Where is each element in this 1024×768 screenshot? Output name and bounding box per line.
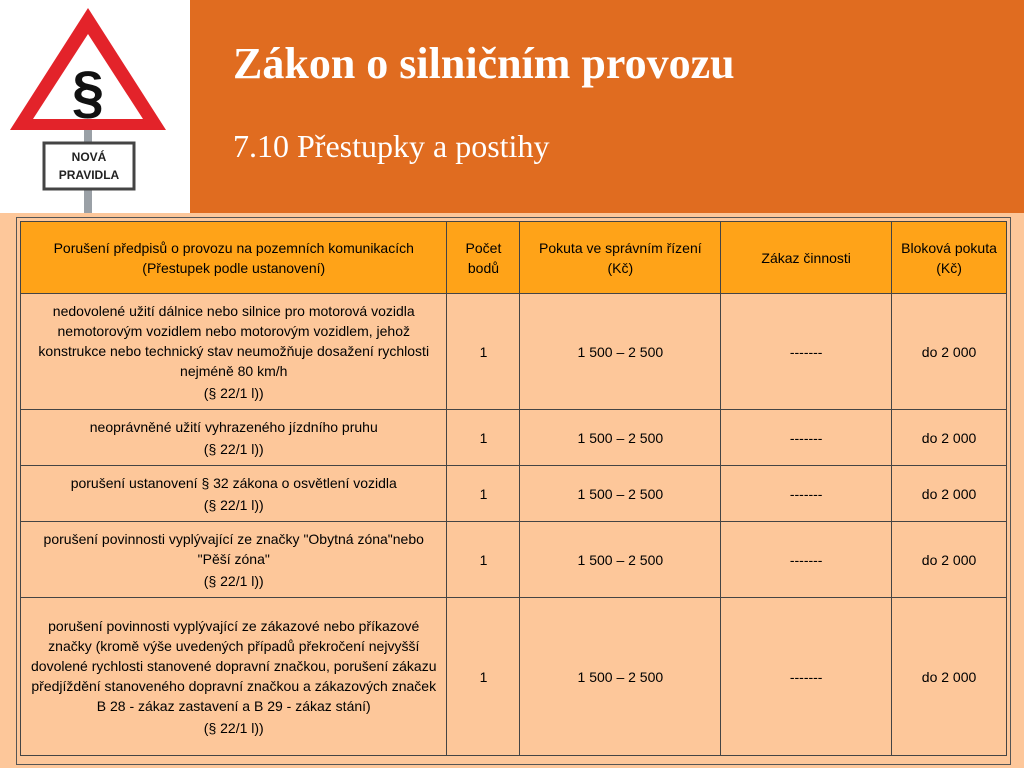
- sign-text-line1: NOVÁ: [71, 150, 107, 164]
- violation-description: neoprávněné užití vyhrazeného jízdního pruhu: [89, 418, 378, 435]
- block-fine-cell: do 2 000: [892, 294, 1007, 410]
- fine-cell: 1 500 – 2 500: [520, 522, 721, 598]
- warning-sign-icon: [0, 0, 190, 213]
- page-subtitle: 7.10 Přestupky a postihy: [233, 128, 550, 164]
- points-cell: 1: [447, 522, 520, 598]
- fine-cell: 1 500 – 2 500: [520, 598, 721, 756]
- sign-text-line2: PRAVIDLA: [58, 168, 120, 182]
- ban-cell: -------: [721, 466, 892, 522]
- violation-cell: [21, 466, 447, 522]
- violation-cell: [21, 410, 447, 466]
- fine-cell: 1 500 – 2 500: [520, 410, 721, 466]
- violation-reference: (§ 22/1 l)): [203, 384, 264, 401]
- violation-description: porušení ustanovení § 32 zákona o osvětlení vozidla: [70, 474, 397, 491]
- points-cell: 1: [447, 294, 520, 410]
- logo-area: [0, 0, 190, 213]
- block-fine-cell: do 2 000: [892, 598, 1007, 756]
- ban-cell: -------: [721, 598, 892, 756]
- table-row: [21, 294, 1007, 410]
- page-title: Zákon o silničním provozu: [233, 39, 735, 88]
- ban-cell: -------: [721, 522, 892, 598]
- block-fine-cell: do 2 000: [892, 410, 1007, 466]
- penalties-table: [20, 221, 1007, 756]
- violation-cell: [21, 598, 447, 756]
- points-cell: 1: [447, 410, 520, 466]
- table-row: [21, 466, 1007, 522]
- table-header-row: [21, 222, 1007, 294]
- sign-paragraph-symbol: §: [71, 60, 105, 125]
- block-fine-cell: do 2 000: [892, 466, 1007, 522]
- ban-cell: -------: [721, 410, 892, 466]
- points-cell: 1: [447, 598, 520, 756]
- points-cell: 1: [447, 466, 520, 522]
- header-violation-title: Porušení předpisů o provozu na pozemních komunikacích: [53, 239, 414, 256]
- violation-description: nedovolené užití dálnice nebo silnice pro motorová vozidla nemotorovým vozidlem nebo motorovým vozidlem, jehož konstrukce nebo technický stav neumožňuje dosažení rychlosti nejméně 80 km/h: [38, 302, 430, 379]
- ban-cell: -------: [721, 294, 892, 410]
- header-violation-subtitle: (Přestupek podle ustanovení): [142, 259, 326, 276]
- violation-reference: (§ 22/1 l)): [203, 719, 264, 736]
- fine-cell: 1 500 – 2 500: [520, 466, 721, 522]
- fine-cell: 1 500 – 2 500: [520, 294, 721, 410]
- header-violation: [21, 222, 447, 294]
- violation-description: porušení povinnosti vyplývající ze značky "Obytná zóna"nebo "Pěší zóna": [43, 530, 424, 567]
- violation-cell: [21, 522, 447, 598]
- header-block-fine: Bloková pokuta (Kč): [892, 222, 1007, 294]
- table-row: [21, 598, 1007, 756]
- table-row: [21, 522, 1007, 598]
- table-row: [21, 410, 1007, 466]
- violation-cell: [21, 294, 447, 410]
- header-fine: Pokuta ve správním řízení (Kč): [520, 222, 721, 294]
- violation-reference: (§ 22/1 l)): [203, 496, 264, 513]
- penalties-table-container: [20, 221, 1007, 756]
- header-ban: Zákaz činnosti: [721, 222, 892, 294]
- header-banner: [0, 0, 1024, 213]
- header-points: Počet bodů: [447, 222, 520, 294]
- violation-reference: (§ 22/1 l)): [203, 440, 264, 457]
- block-fine-cell: do 2 000: [892, 522, 1007, 598]
- violation-description: porušení povinnosti vyplývající ze zákazové nebo příkazové značky (kromě výše uvedených případů překročení nejvyšší dovolené rychlosti stanovené dopravní značkou, porušení zákazu předjíždění stanoveného dopravní značkou a zákazových značek B 28 - zákaz zastavení a B 29 - zákaz stání): [31, 617, 437, 714]
- violation-reference: (§ 22/1 l)): [203, 572, 264, 589]
